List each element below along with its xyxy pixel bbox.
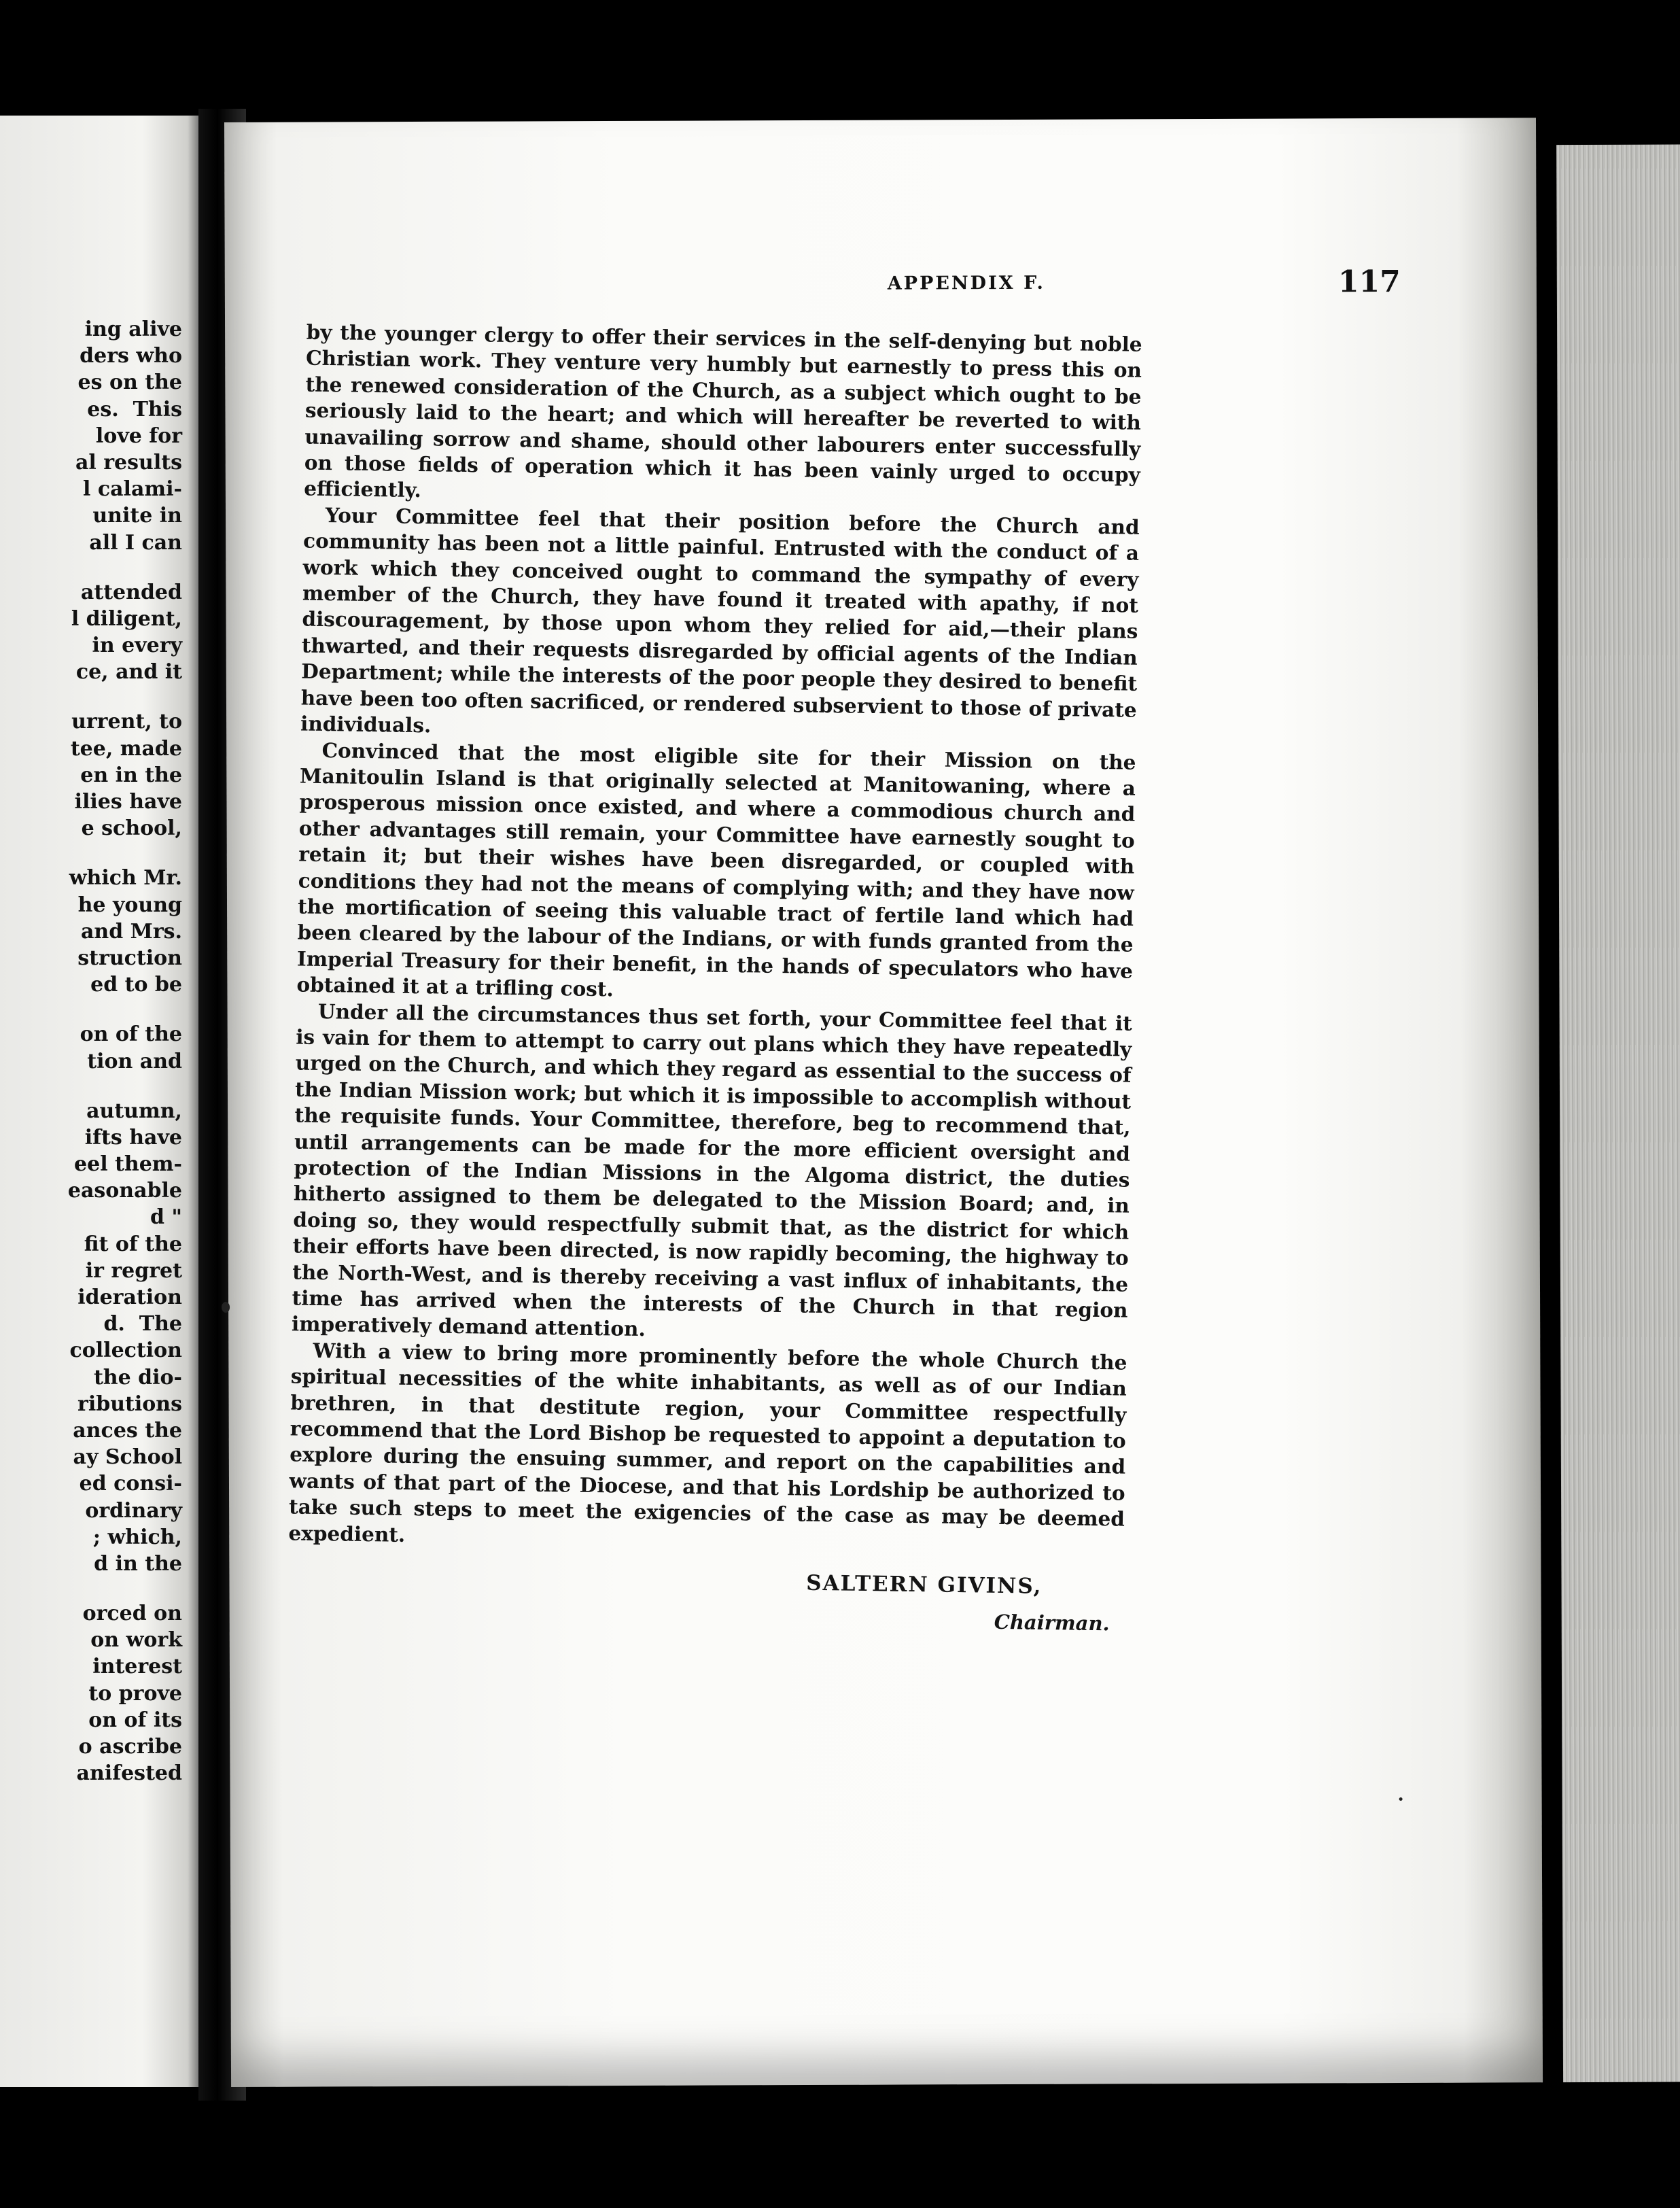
left-page-line: struction <box>77 946 182 970</box>
left-page-line: to prove <box>88 1681 182 1706</box>
left-page-gap <box>0 1075 182 1098</box>
left-page-line: en in the <box>80 763 182 787</box>
left-page-line: e school, <box>81 816 182 841</box>
left-page-line: ay School <box>73 1445 182 1470</box>
left-page-line: eel them- <box>74 1152 182 1177</box>
paragraph-4: Under all the circumstances thus set forth, your Committee feel that it is vain for them to attempt to carry out plans which they have repeatedly urged on the Church, and which they regard as essential to the success of the Indian Mission work; but which it is impossible to accomplish without the requisite funds. Your Committee, therefore, beg to recommend that, until arrangements can be made for the more efficient oversight and protection of the Indian Missions in the Algoma district, the duties hitherto assigned to them be delegated to the Mission Board; and, in doing so, they would respectfully submit that, as the district for which their efforts have been directed, is now rapidly becoming, the highway to the North-West, and is thereby receiving a vast influx of inhabitants, the time has arrived when the interests of the Church in that region imperatively demand attention. <box>291 999 1133 1341</box>
left-page-line: ed consi- <box>79 1472 182 1496</box>
left-page-gap <box>0 842 182 865</box>
left-page-line: which Mr. <box>69 866 182 891</box>
body-text <box>287 320 1142 1637</box>
left-page-line: d. The <box>103 1312 182 1336</box>
paragraph-2: Your Committee feel that their position before the Church and community has been not a little painful. Entrusted with the conduct of a work which they conceived ought to command the sympathy of every member of the Church, they have found it treated with apathy, if not discouragement, by those upon whom they relied for aid,—their plans thwarted, and their requests disregarded by official agents of the Indian Department; while the interests of the poor people they desired to benefit have been too often sacrificed, or rendered subservient to those of private individuals. <box>300 502 1140 738</box>
left-page-line: ing alive <box>84 317 182 341</box>
left-page-line: autumn, <box>86 1099 182 1123</box>
paragraph-1: by the younger clergy to offer their services in the self-denying but noble Christian work. They venture very humbly but earnestly to press this on the renewed consideration of the Church, as a subject which ought to be seriously laid to the heart; and which will hereafter be reverted to with unavailing sorrow and shame, should other labourers enter successfully on those fields of operation which it has been vainly urged to occupy efficiently. <box>304 320 1142 502</box>
paragraph-5: With a view to bring more prominently before the whole Church the spiritual necessities of the white inhabitants, as well as of our Indian brethren, in that destitute region, your Committee respectfully recommend that the Lord Bishop be requested to appoint a deputation to explore during the ensuing summer, and report on the capabilities and wants of that part of the Diocese, and that his Lordship be authorized to take such steps to meet the exigencies of the case as may be deemed expedient. <box>288 1338 1127 1547</box>
left-page-line: interest <box>92 1655 182 1679</box>
left-page-line: d " <box>150 1205 182 1230</box>
left-page-line: l calami- <box>83 477 182 502</box>
running-title: APPENDIX F. <box>887 272 1045 294</box>
left-page-line: ifts have <box>84 1125 182 1150</box>
left-page-line: tion and <box>87 1049 182 1073</box>
previous-page-fragment <box>0 116 204 2087</box>
left-page-line: l diligent, <box>71 606 182 631</box>
left-page-line: ilies have <box>74 790 182 814</box>
left-page-line: ances the <box>73 1418 182 1443</box>
left-page-line: he young <box>77 893 182 917</box>
left-page-line: collection <box>69 1339 182 1363</box>
page-edges <box>1556 144 1680 2082</box>
left-page-line: on of the <box>80 1022 182 1047</box>
signatory-role: Chairman. <box>994 1610 1110 1635</box>
left-page-line: ir regret <box>85 1258 182 1283</box>
previous-page-text <box>0 316 182 1787</box>
left-page-line: o ascribe <box>78 1735 182 1759</box>
left-page-gap <box>0 556 182 579</box>
left-page-line: on work <box>90 1628 182 1653</box>
left-page-gap <box>0 998 182 1021</box>
left-page-line: es on the <box>77 370 182 395</box>
left-page-gap <box>0 685 182 708</box>
left-page-line: love for <box>95 424 182 448</box>
left-page-line: unite in <box>92 504 182 528</box>
scan-speck <box>1399 1797 1403 1801</box>
page-117 <box>224 118 1543 2087</box>
left-page-line: ce, and it <box>75 660 182 685</box>
left-page-gap <box>0 1577 182 1600</box>
left-page-line: ributions <box>77 1392 182 1416</box>
scan-speck <box>222 1302 230 1313</box>
left-page-line: es. This <box>87 397 182 421</box>
paragraph-3: Convinced that the most eligible site for their Mission on the Manitoulin Island is that originally selected at Manitowaning, where a prosperous mission once existed, and where a commodious church and other advantages still remain, your Committee have earnestly sought to retain it; but their wishes have been disregarded, or coupled with conditions they had not the means of complying with; and they have now the mortification of seeing this valuable tract of fertile land which had been cleared by the labour of the Indians, or with funds granted from the Imperial Treasury for their benefit, in the hands of speculators who have obtained it at a trifling cost. <box>296 738 1136 1001</box>
left-page-line: on of its <box>88 1708 182 1732</box>
left-page-line: anifested <box>76 1761 182 1786</box>
left-page-line: al results <box>75 450 182 475</box>
left-page-line: ; which, <box>92 1525 182 1549</box>
left-page-line: ideration <box>77 1286 182 1309</box>
left-page-line: d in the <box>94 1551 182 1576</box>
left-page-line: fit of the <box>84 1232 182 1256</box>
left-page-line: ordinary <box>85 1498 182 1523</box>
left-page-line: and Mrs. <box>80 919 182 944</box>
running-head <box>667 264 1401 308</box>
signatory-name: SALTERN GIVINS, <box>805 1570 1043 1599</box>
left-page-line: ders who <box>80 344 182 368</box>
left-page-line: easonable <box>67 1179 182 1203</box>
page-number: 117 <box>1337 264 1401 300</box>
left-page-line: all I can <box>89 530 182 555</box>
left-page-line: ed to be <box>90 973 182 997</box>
left-page-line: urrent, to <box>71 710 182 734</box>
left-page-line: attended <box>80 580 182 604</box>
left-page-line: tee, made <box>70 736 182 761</box>
left-page-line: in every <box>92 634 182 658</box>
left-page-line: the dio- <box>93 1365 182 1390</box>
signature-block <box>287 1562 1124 1636</box>
left-page-line: orced on <box>82 1602 182 1626</box>
